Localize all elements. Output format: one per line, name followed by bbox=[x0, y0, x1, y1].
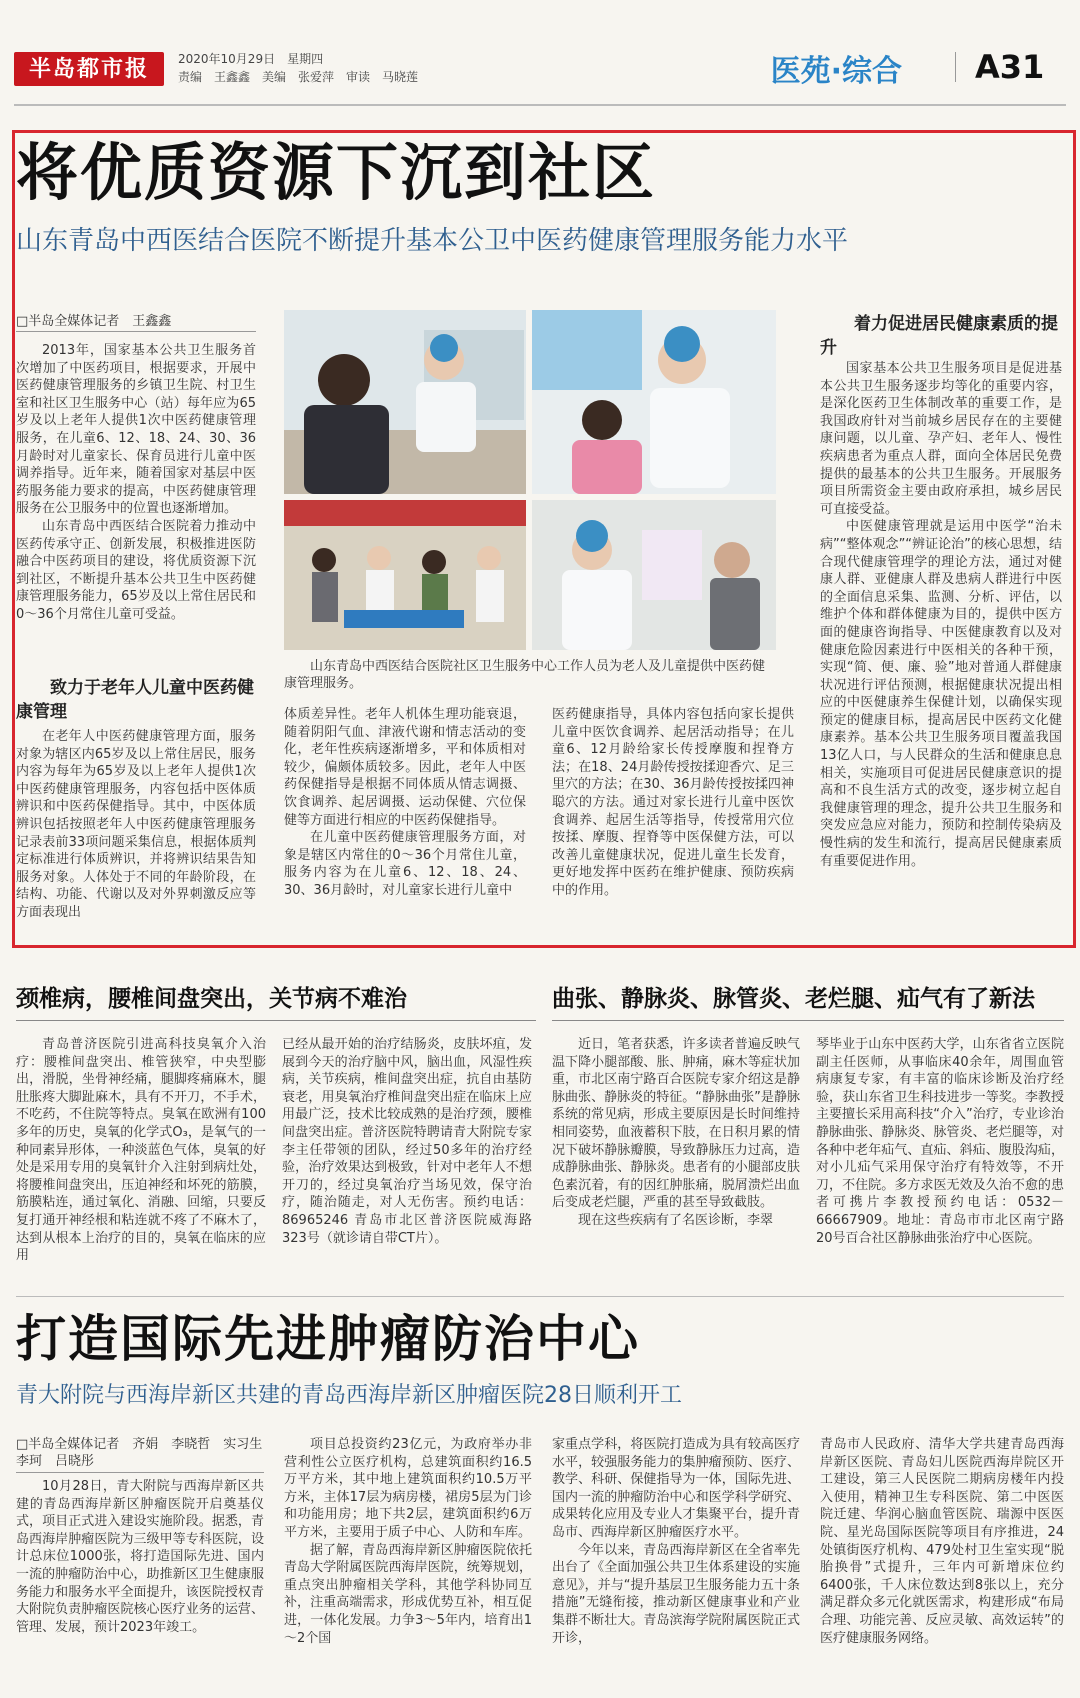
paragraph: 2013年，国家基本公共卫生服务首次增加了中医药项目，根据要求，开展中医药健康管理服务的乡镇卫生院、村卫生室和社区卫生服务中心（站）每年应为65岁及以上老年人提供1次中医药健康管理服务，在儿童6、12、18、24、30、36月龄时对儿童家长、保育员进行儿童中医调养指导。近年来，随着国家对基层中医药服务能力要求的提高，中医药健康管理服务在公卫服务中的位置也逐渐增加。 bbox=[16, 343, 256, 517]
paragraph: 体质差异性。老年人机体生理功能衰退，随着阴阳气血、津液代谢和情志活动的变化，老年性疾病逐渐增多，平和体质相对较少，偏颇体质较多。因此，老年人中医药保健指导是根据不同体质从情志调摄、饮食调养、起居调摄、运动保健、穴位保健等方面进行相应的中医药保健指导。 bbox=[284, 707, 526, 828]
photo-caption bbox=[284, 658, 776, 692]
newspaper-logo: 半岛都市报 bbox=[14, 52, 164, 86]
article-title: 将优质资源下沉到社区 bbox=[16, 136, 657, 209]
article-column-1 bbox=[16, 342, 256, 624]
section-heading bbox=[16, 676, 256, 724]
paragraph: 今年以来，青岛西海岸新区在全省率先出台了《全面加强公共卫生体系建设的实施意见》，并与“提升基层卫生服务能力五十条措施”无缝衔接，推动新区健康事业和产业集群不断壮大。青岛滨海学院附属医院正式开诊， bbox=[552, 1542, 800, 1646]
paragraph: 国家基本公共卫生服务项目是促进基本公共卫生服务逐步均等化的重要内容，是深化医药卫生体制改革的重要工作，是我国政府针对当前城乡居民存在的主要健康问题，以儿童、孕产妇、老年人、慢性疾病患者为重点人群，面向全体居民免费提供的最基本的公共卫生服务。开展服务项目所需资金主要由政府承担，城乡居民可直接受益。 bbox=[820, 361, 1062, 517]
article-subtitle: 山东青岛中西医结合医院不断提升基本公卫中医药健康管理服务能力水平 bbox=[16, 226, 849, 256]
section-heading bbox=[820, 312, 1062, 360]
paragraph: 在老年人中医药健康管理方面，服务对象为辖区内65岁及以上常住居民，服务内容为每年为65岁及以上老年人提供1次中医药健康管理服务，内容包括中医体质辨识和中医药保健指导。其中，中医体质辨识包括按照老年人中医药健康管理服务记录表前33项问题采集信息，根据体质判定标准进行体质辨识，并将辨识结果告知服务对象。人体处于不同的年龄阶段，在结构、功能、代谢以及对外界刺激反应等方面表现出 bbox=[16, 729, 256, 920]
paragraph: 青岛普济医院引进高科技臭氧介入治疗：腰椎间盘突出、椎管狭窄，中央型膨出，滑脱，坐骨神经痛，腿脚疼痛麻木，腿肚胀疼大脚趾麻木，具有不开刀，不手术，不吃药，不住院等特点。臭氧在欧洲有100多年的历史，臭氧的化学式O₃，是氧气的一种同素异形体，一种淡蓝色气体，臭氧的好处是采用专用的臭氧针介入注射到病灶处，将腰椎间盘突出，压迫神经和坏死的筋膜，筋膜粘连，通过氧化、消融、回缩，只要反复打通开神经根和粘连就不疼了不麻木了，达到从根本上治疗的目的，臭氧在临床的应用 bbox=[16, 1037, 266, 1264]
ad-spine-column-1 bbox=[16, 1036, 266, 1265]
page-number: A31 bbox=[975, 48, 1045, 86]
article-column-2 bbox=[284, 706, 526, 900]
paragraph: 在儿童中医药健康管理服务方面，对象是辖区内常住的0～36个月常住儿童，服务内容为在儿童6、12、18、24、30、36月龄时，对儿童家长进行儿童中 bbox=[284, 830, 526, 898]
paragraph: 10月28日，青大附院与西海岸新区共建的青岛西海岸新区肿瘤医院开启奠基仪式，项目正式进入建设实施阶段。据悉，青岛西海岸肿瘤医院为三级甲等专科医院，设计总床位1000张，将打造国际先进、国内一流的肿瘤防治中心，助推新区卫生健康服务能力和服务水平全面提升，该医院授权青大附院负责肿瘤医院核心医疗业务的运营、管理、发展，预计2023年竣工。 bbox=[16, 1479, 264, 1635]
article-separator bbox=[16, 1296, 1064, 1297]
ad-divider bbox=[552, 1020, 1064, 1021]
paragraph: 青岛市人民政府、清华大学共建青岛西海岸新区医院、青岛妇儿医院西海岸院区开工建设，第三人民医院二期病房楼年内投入使用，精神卫生专科医院、第二中医医院迁建、华润心脑血管医院、瑞源中医医院、星光岛国际医院等项目有序推进，24处镇街医疗机构、479处村卫生室实现“脱胎换骨”式提升，三年内可新增床位约6400张，千人床位数达到8张以上，充分满足群众多元化就医需求，构建形成“布局合理、功能完善、反应灵敏、高效运转”的医疗健康服务网络。 bbox=[820, 1437, 1064, 1646]
article-column-4 bbox=[820, 1436, 1064, 1647]
paragraph: 医药健康指导，具体内容包括向家长提供儿童中医饮食调养、起居活动指导；在儿童6、12月龄给家长传授摩腹和捏脊方法；在18、24月龄传授按揉迎香穴、足三里穴的方法；在30、36月龄传授按揉四神聪穴的方法。通过对家长进行儿童中医饮食调养、起居生活等指导，传授常用穴位按揉、摩腹、捏脊等中医保健方法，可以改善儿童健康状况，促进儿童生长发育，更好地发挥中医药在维护健康、预防疾病中的作用。 bbox=[552, 707, 794, 898]
article-byline: □半岛全媒体记者 齐娟 李晓哲 实习生 李珂 吕晓彤 bbox=[16, 1436, 264, 1473]
ad-vein-column-1 bbox=[552, 1036, 800, 1230]
article-column-3 bbox=[552, 706, 794, 900]
section-name: 医苑·综合 bbox=[770, 54, 902, 89]
paragraph: 琴毕业于山东中医药大学，山东省省立医院副主任医师，从事临床40余年，周围血管病康复专家，有丰富的临床诊断及治疗经验，获山东省卫生科技进步一等奖。李教授主要擅长采用高科技“介入”治疗，专业诊治静脉曲张、静脉炎、脉管炎、老烂腿等，对各种中老年疝气、直疝、斜疝、腹股沟疝，对小儿疝气采用保守治疗有特效等，不开刀，不住院。多方求医无效及久治不愈的患者可携片李教授预约电话：0532－66667909。地址：青岛市市北区南宁路20号百合社区静脉曲张治疗中心医院。 bbox=[816, 1037, 1064, 1246]
ad-divider bbox=[16, 1020, 536, 1021]
issue-date: 2020年10月29日 星期四 bbox=[178, 52, 324, 66]
masthead-rule bbox=[14, 104, 1066, 106]
section-heading-text: 着力促进居民健康素质的提升 bbox=[820, 314, 1058, 358]
photo-elderly-consultation bbox=[284, 310, 526, 494]
caption-text: 山东青岛中西医结合医院社区卫生服务中心工作人员为老人及儿童提供中医药健康管理服务。 bbox=[284, 659, 766, 691]
ad-title-spine: 颈椎病，腰椎间盘突出，关节病不难治 bbox=[16, 986, 407, 1012]
article-column-4 bbox=[820, 360, 1062, 870]
editor-credits: 责编 王鑫鑫 美编 张爱萍 审读 马晓莲 bbox=[178, 70, 419, 84]
article-column-2 bbox=[284, 1436, 532, 1647]
paragraph: 山东青岛中西医结合医院着力推动中医药传承守正、创新发展，积极推进医防融合中医药项目的建设，将优质资源下沉到社区，不断提升基本公共卫生中医药健康管理服务能力，65岁及以上常住居民和0～36个月常住儿童可受益。 bbox=[16, 518, 256, 622]
photo-child-checkup bbox=[532, 310, 776, 494]
ad-title-vein: 曲张、静脉炎、脉管炎、老烂腿、疝气有了新法 bbox=[552, 986, 1035, 1012]
paragraph: 项目总投资约23亿元，为政府举办非营利性公立医疗机构，总建筑面积约16.5万平方米，其中地上建筑面积约10.5万平方米，主体17层为病房楼，裙房5层为门诊和功能用房；地下共2层，建筑面积约6万平方米，主要用于质子中心、人防和车库。 bbox=[284, 1437, 532, 1540]
ad-vein-column-2 bbox=[816, 1036, 1064, 1247]
article-column-1 bbox=[16, 1478, 264, 1636]
section-divider bbox=[955, 52, 956, 82]
article-title: 打造国际先进肿瘤防治中心 bbox=[16, 1310, 640, 1368]
article-byline: □半岛全媒体记者 王鑫鑫 bbox=[16, 310, 256, 332]
paragraph: 家重点学科，将医院打造成为具有较高医疗水平，较强服务能力的集肿瘤预防、医疗、教学、科研、保健指导为一体，国际先进、国内一流的肿瘤防治中心和医学科学研究、成果转化应用及专业人才集聚平台，提升青岛市、西海岸新区肿瘤医疗水平。 bbox=[552, 1437, 800, 1540]
photo-doctor-pulse bbox=[532, 500, 776, 650]
article-column-3 bbox=[552, 1436, 800, 1647]
ad-spine-column-2 bbox=[282, 1036, 532, 1247]
paragraph: 已经从最开始的治疗结肠炎，皮肤坏疽，发展到今天的治疗脑中风，脑出血，风湿性疾病，关节疾病，椎间盘突出症，抗自由基防衰老，用臭氧治疗椎间盘突出症在临床上应用最广泛，技术比较成熟的是治疗颈，腰椎间盘突出症。普济医院特聘请青大附院专家李主任带领的团队，经过50多年的治疗经验，治疗效果达到极致，针对中老年人不想开刀的，经过臭氧治疗当场见效，保守治疗，随治随走，对人无伤害。预约电话：86965246 青岛市北区普济医院威海路323号（就诊请自带CT片）。 bbox=[282, 1037, 532, 1246]
article-subtitle: 青大附院与西海岸新区共建的青岛西海岸新区肿瘤医院28日顺利开工 bbox=[16, 1383, 682, 1408]
article-column-1b bbox=[16, 728, 256, 922]
paragraph: 中医健康管理就是运用中医学“治未病”“整体观念”“辨证论治”的核心思想，结合现代健康管理学的理论方法，通过对健康人群、亚健康人群及患病人群进行中医的全面信息采集、监测、分析、评估，以维护个体和群体健康为目的，提供中医方面的健康咨询指导、中医健康教育以及对健康危险因素进行中医相关的各种干预，实现“简、便、廉、验”地对普通人群健康状况进行评估预测，根据健康状况提出相应的中医健康养生保健计划，以确保实现预定的健康目标，提高居民中医药文化健康素养。基本公共卫生服务项目覆盖我国13亿人口，与人民群众的生活和健康息息相关，实施项目可促进居民健康意识的提高和不良生活方式的改变，逐步树立起自我健康管理的理念，提升公共卫生服务和突发应急应对能力，预防和控制传染病及慢性病的发生和流行，提高居民健康素质有重要促进作用。 bbox=[820, 519, 1062, 869]
paragraph: 现在这些疾病有了名医诊断，李翠 bbox=[578, 1212, 774, 1228]
photo-community-crowd bbox=[284, 500, 526, 650]
paragraph: 据了解，青岛西海岸新区肿瘤医院依托青岛大学附属医院西海岸医院，统筹规划，重点突出肿瘤相关学科，其他学科协同互补，注重高端需求，形成优势互补，相互促进，一体化发展。力争3～5年内，培育出1～2个国 bbox=[284, 1542, 532, 1646]
section-heading-text: 致力于老年人儿童中医药健康管理 bbox=[16, 678, 254, 722]
paragraph: 近日，笔者获悉，许多读者普遍反映气温下降小腿部酸、胀、肿痛，麻木等症状加重，市北区南宁路百合医院专家介绍这是静脉曲张、静脉炎的特征。“静脉曲张”是静脉系统的常见病，形成主要原因是长时间维持相同姿势，血液蓄积下肢，在日积月累的情况下破坏静脉瓣膜，导致静脉压力过高，造成静脉曲张、静脉炎。患者有的小腿部皮肤色素沉着，有的因红肿胀痛，脱屑溃烂出血后变成老烂腿，严重的甚至导致截肢。 bbox=[552, 1037, 800, 1211]
